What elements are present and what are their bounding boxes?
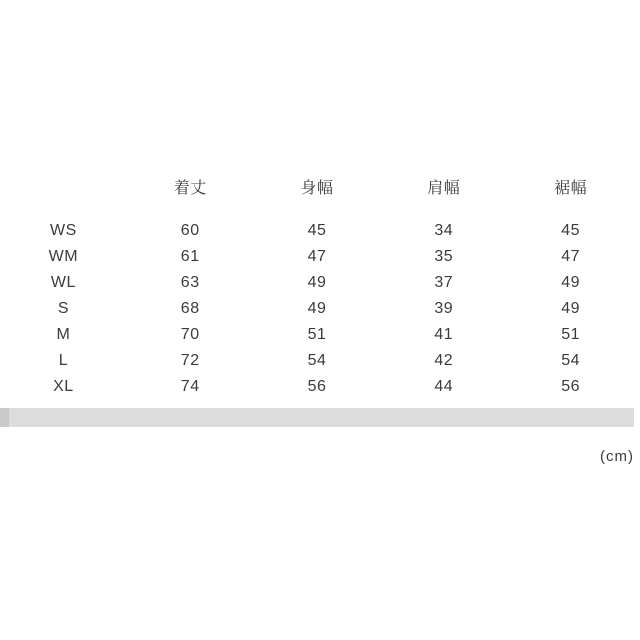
measurement-value: 68 (180, 300, 200, 317)
measurement-value: 54 (307, 352, 327, 369)
measurement-value: 72 (180, 352, 200, 369)
measurement-value: 61 (180, 248, 200, 265)
measurement-value: 42 (434, 352, 454, 369)
table-row (0, 270, 634, 296)
measurement-value: 49 (561, 274, 580, 291)
table-row (0, 374, 634, 400)
measurement-value: 49 (561, 300, 580, 317)
table-row (0, 218, 634, 244)
size-label: XL (53, 378, 74, 395)
measurement-value: 45 (307, 222, 327, 239)
unit-label: (cm) (600, 448, 634, 465)
measurement-value: 63 (180, 274, 200, 291)
column-header-body-length: 着丈 (173, 179, 207, 197)
horizontal-scrollbar-thumb[interactable] (0, 408, 9, 427)
measurement-value: 70 (180, 326, 200, 343)
measurement-value: 37 (434, 274, 454, 291)
column-header-hem-width: 裾幅 (554, 179, 588, 197)
size-label: WM (48, 248, 79, 265)
table-row (0, 322, 634, 348)
size-label: L (58, 352, 69, 369)
measurement-value: 60 (180, 222, 200, 239)
measurement-value: 47 (561, 248, 580, 265)
measurement-value: 34 (434, 222, 454, 239)
size-label: WL (50, 274, 76, 291)
size-label: M (56, 326, 71, 343)
table-row (0, 348, 634, 374)
measurement-value: 49 (307, 274, 327, 291)
measurement-value: 44 (434, 378, 454, 395)
measurement-value: 51 (307, 326, 327, 343)
column-header-body-width: 身幅 (300, 179, 334, 197)
measurement-value: 51 (561, 326, 580, 343)
measurement-value: 49 (307, 300, 327, 317)
table-row (0, 296, 634, 322)
measurement-value: 54 (561, 352, 580, 369)
size-chart-table (0, 173, 634, 400)
horizontal-scrollbar-track[interactable] (0, 408, 634, 427)
measurement-value: 56 (561, 378, 580, 395)
measurement-value: 74 (180, 378, 200, 395)
measurement-value: 35 (434, 248, 454, 265)
measurement-value: 45 (561, 222, 580, 239)
measurement-value: 41 (434, 326, 454, 343)
measurement-value: 39 (434, 300, 454, 317)
header-row (0, 173, 634, 199)
size-label: S (57, 300, 69, 317)
measurement-value: 56 (307, 378, 327, 395)
measurement-value: 47 (307, 248, 327, 265)
size-label: WS (50, 222, 77, 239)
table-row (0, 244, 634, 270)
column-header-shoulder-width: 肩幅 (427, 179, 461, 197)
